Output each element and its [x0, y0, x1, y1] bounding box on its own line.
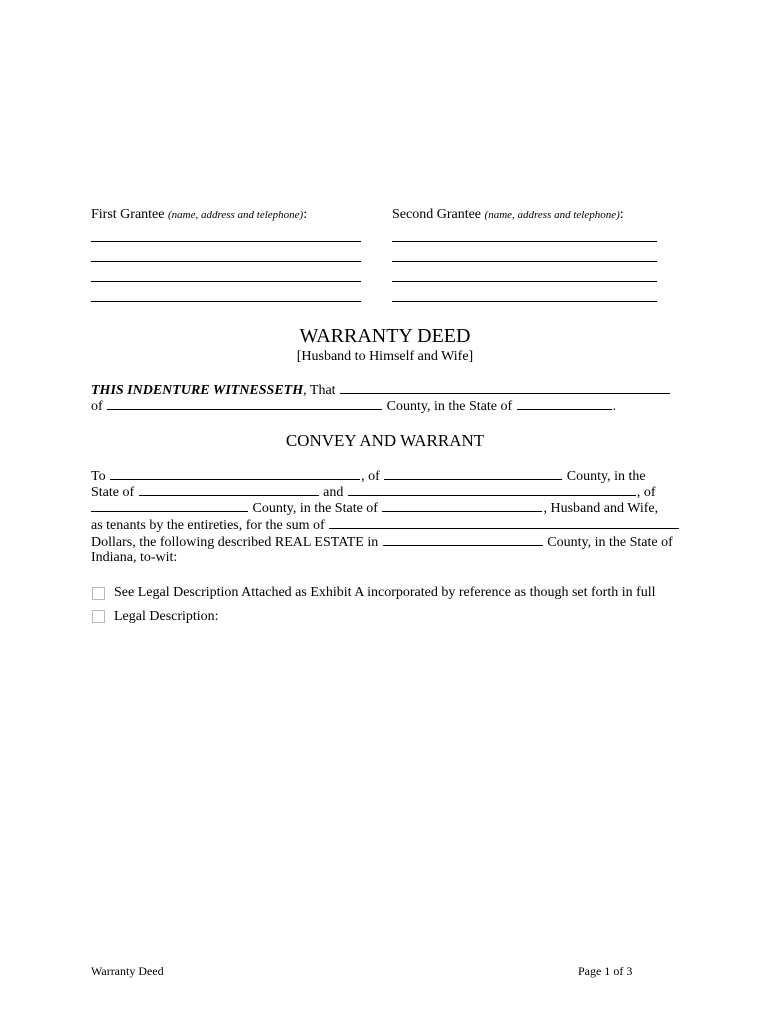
- second-grantee-line-2[interactable]: [392, 261, 657, 262]
- indenture-period: .: [612, 399, 617, 414]
- exhibit-a-label: See Legal Description Attached as Exhibit A incorporated by reference as though set forth in full: [114, 585, 656, 600]
- indenture-that: , That: [303, 383, 336, 398]
- second-grantee-heading: [392, 207, 624, 223]
- second-grantee-colon: :: [619, 207, 624, 222]
- second-grantee-label: Second Grantee: [392, 207, 482, 222]
- body-and: and: [323, 485, 344, 500]
- first-grantee-label: First Grantee: [91, 207, 165, 222]
- body-line-6: Indiana, to-wit:: [91, 550, 178, 565]
- indenture-line-2: [91, 397, 616, 415]
- footer-document-name: Warranty Deed: [91, 964, 164, 978]
- first-grantee-colon: :: [303, 207, 308, 222]
- exhibit-a-checkbox[interactable]: [92, 587, 105, 600]
- document-subtitle: [Husband to Himself and Wife]: [296, 349, 474, 364]
- body-to: To: [91, 469, 106, 484]
- first-grantee-line-3[interactable]: [91, 281, 361, 282]
- body-comma-of-2: , of: [636, 485, 656, 500]
- grantor-name-blank[interactable]: [340, 381, 670, 394]
- document-title: WARRANTY DEED: [299, 325, 471, 347]
- first-grantee-hint: (name, address and telephone): [167, 209, 304, 221]
- legal-description-label: Legal Description:: [114, 609, 219, 624]
- second-grantee-state-blank[interactable]: [382, 499, 542, 512]
- consideration-amount-blank[interactable]: [329, 516, 679, 529]
- grantor-county-blank[interactable]: [107, 397, 382, 410]
- footer-page-number: Page 1 of 3: [578, 964, 633, 978]
- body-county-in-the: County, in the: [566, 469, 646, 484]
- body-line-5: [91, 533, 673, 551]
- convey-heading: CONVEY AND WARRANT: [285, 431, 485, 450]
- first-grantee-line-2[interactable]: [91, 261, 361, 262]
- second-grantee-county-blank[interactable]: [91, 499, 248, 512]
- second-grantee-line-4[interactable]: [392, 301, 657, 302]
- second-grantee-hint: (name, address and telephone): [484, 209, 620, 221]
- body-county-state-of: County, in the State of: [547, 535, 673, 550]
- second-grantee-line-3[interactable]: [392, 281, 657, 282]
- grantor-state-blank[interactable]: [517, 397, 612, 410]
- body-tenants: as tenants by the entireties, for the sum of: [91, 518, 325, 533]
- grantee-names-blank[interactable]: [110, 467, 360, 480]
- first-grantee-heading: [91, 207, 307, 223]
- first-grantee-line-4[interactable]: [91, 301, 361, 302]
- indenture-lead: THIS INDENTURE WITNESSETH: [91, 383, 304, 398]
- first-grantee-line-1[interactable]: [91, 241, 361, 242]
- body-line-4: [91, 516, 680, 534]
- grantee-county-blank[interactable]: [384, 467, 562, 480]
- indenture-of: of: [91, 399, 103, 414]
- body-state-of: State of: [91, 485, 135, 500]
- property-county-blank[interactable]: [383, 533, 543, 546]
- body-dollars: Dollars, the following described REAL ESTATE in: [91, 535, 379, 550]
- body-line-3: [91, 499, 658, 517]
- indenture-county-state: County, in the State of: [386, 399, 513, 414]
- second-grantee-name-blank[interactable]: [348, 483, 636, 496]
- body-comma-of: , of: [361, 469, 380, 484]
- legal-description-checkbox[interactable]: [92, 610, 105, 623]
- body-husband-wife: , Husband and Wife,: [543, 501, 659, 516]
- second-grantee-line-1[interactable]: [392, 241, 657, 242]
- grantee-state-blank[interactable]: [139, 483, 319, 496]
- body-county-in-state-of: County, in the State of: [252, 501, 378, 516]
